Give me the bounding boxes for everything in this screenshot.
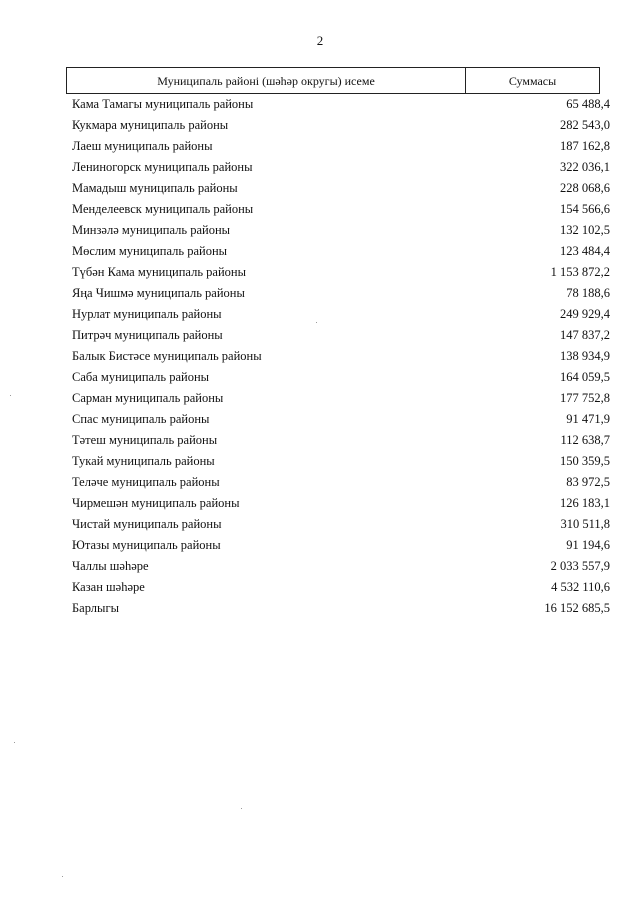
row-name: Сарман муниципаль районы xyxy=(72,391,224,405)
row-name: Чистай муниципаль районы xyxy=(72,517,222,531)
row-amount: 322 036,1 xyxy=(560,160,610,174)
row-amount: 83 972,5 xyxy=(566,475,610,489)
table-row xyxy=(72,388,610,409)
table-row xyxy=(72,94,610,115)
row-name: Тәтеш муниципаль районы xyxy=(72,433,218,447)
row-name: Лениногорск муниципаль районы xyxy=(72,160,253,174)
row-name: Кама Тамагы муниципаль районы xyxy=(72,97,254,111)
row-amount: 228 068,6 xyxy=(560,181,610,195)
row-amount: 150 359,5 xyxy=(560,454,610,468)
table-row xyxy=(72,220,610,241)
row-name: Спас муниципаль районы xyxy=(72,412,210,426)
row-amount: 249 929,4 xyxy=(560,307,610,321)
row-name: Түбән Кама муниципаль районы xyxy=(72,265,246,279)
row-amount: 187 162,8 xyxy=(560,139,610,153)
table-row xyxy=(72,241,610,262)
header-sum-column: Суммасы xyxy=(508,74,557,88)
table-row xyxy=(72,346,610,367)
scan-speck xyxy=(316,322,317,323)
table-row xyxy=(72,325,610,346)
row-amount: 164 059,5 xyxy=(560,370,610,384)
row-name: Саба муниципаль районы xyxy=(72,370,210,384)
table-row xyxy=(72,430,610,451)
row-amount: 123 484,4 xyxy=(560,244,610,258)
table-row xyxy=(72,157,610,178)
table-row xyxy=(72,283,610,304)
row-name: Питрәч муниципаль районы xyxy=(72,328,223,342)
row-name: Лаеш муниципаль районы xyxy=(72,139,213,153)
row-amount: 154 566,6 xyxy=(560,202,610,216)
table-row xyxy=(72,409,610,430)
table-row xyxy=(72,577,610,598)
row-name: Казан шәһәре xyxy=(72,580,145,594)
row-amount: 147 837,2 xyxy=(560,328,610,342)
table-row xyxy=(72,262,610,283)
table-row xyxy=(72,136,610,157)
row-amount: 16 152 685,5 xyxy=(544,601,610,615)
row-name: Тукай муниципаль районы xyxy=(72,454,215,468)
row-amount: 91 471,9 xyxy=(566,412,610,426)
scan-speck xyxy=(241,808,242,809)
row-amount: 91 194,6 xyxy=(566,538,610,552)
row-amount: 132 102,5 xyxy=(560,223,610,237)
header-name-column: Муниципаль районі (шәһәр округы) исеме xyxy=(67,68,466,93)
table-row xyxy=(72,472,610,493)
row-amount: 138 934,9 xyxy=(560,349,610,363)
row-name: Балык Бистәсе муниципаль районы xyxy=(72,349,262,363)
row-amount: 282 543,0 xyxy=(560,118,610,132)
row-name: Яңа Чишмә муниципаль районы xyxy=(72,286,245,300)
table-row xyxy=(72,199,610,220)
scan-speck xyxy=(62,876,63,877)
row-name: Кукмара муниципаль районы xyxy=(72,118,229,132)
row-amount: 1 153 872,2 xyxy=(550,265,610,279)
scan-speck xyxy=(14,742,15,743)
scan-speck xyxy=(10,395,11,396)
table-row xyxy=(72,115,610,136)
row-name: Ютазы муниципаль районы xyxy=(72,538,221,552)
row-amount: 2 033 557,9 xyxy=(550,559,610,573)
row-amount: 310 511,8 xyxy=(560,517,610,531)
table-row xyxy=(72,367,610,388)
row-name: Мөслим муниципаль районы xyxy=(72,244,228,258)
row-name: Чирмешән муниципаль районы xyxy=(72,496,240,510)
row-name: Нурлат муниципаль районы xyxy=(72,307,222,321)
page-number: 2 xyxy=(316,33,324,48)
row-amount: 78 188,6 xyxy=(566,286,610,300)
row-amount: 65 488,4 xyxy=(566,97,610,111)
table-row xyxy=(72,178,610,199)
row-name: Барлыгы xyxy=(72,601,119,615)
row-name: Чаллы шәһәре xyxy=(72,559,149,573)
row-name: Теләче муниципаль районы xyxy=(72,475,220,489)
row-amount: 126 183,1 xyxy=(560,496,610,510)
row-name: Мамадыш муниципаль районы xyxy=(72,181,238,195)
table-row xyxy=(72,514,610,535)
table-row xyxy=(72,304,610,325)
row-amount: 177 752,8 xyxy=(560,391,610,405)
row-amount: 112 638,7 xyxy=(560,433,610,447)
row-name: Минзәлә муниципаль районы xyxy=(72,223,231,237)
table-header xyxy=(66,67,600,94)
table-row xyxy=(72,556,610,577)
table-body xyxy=(72,94,610,619)
row-amount: 4 532 110,6 xyxy=(551,580,610,594)
table-row xyxy=(72,451,610,472)
row-name: Менделеевск муниципаль районы xyxy=(72,202,254,216)
table-row xyxy=(72,535,610,556)
table-row xyxy=(72,493,610,514)
table-row xyxy=(72,598,610,619)
